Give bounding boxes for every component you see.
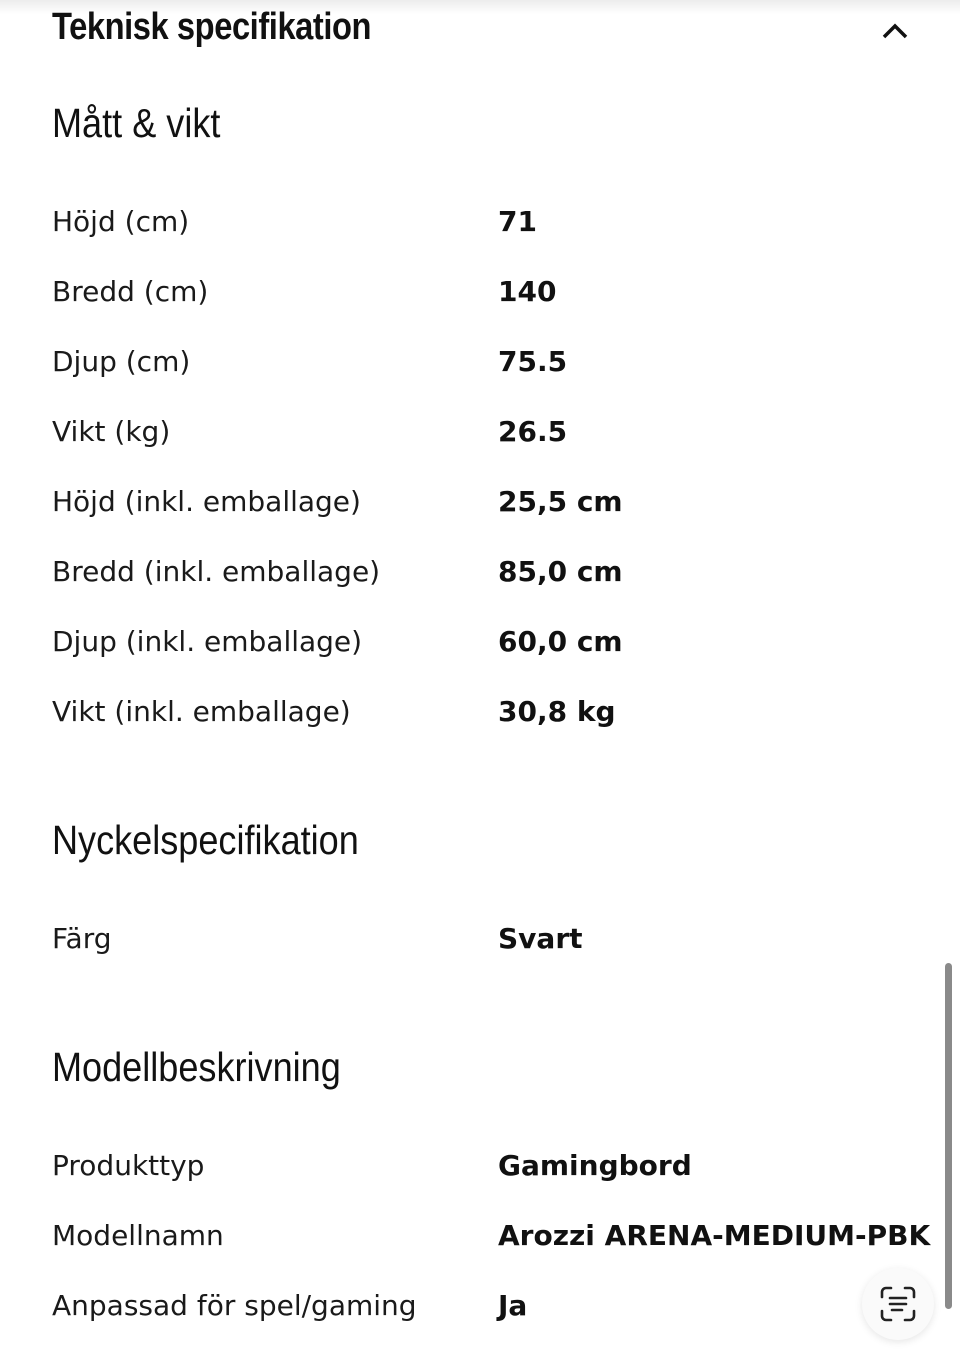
spec-label: Färg [52, 922, 112, 955]
spec-label: Vikt (inkl. emballage) [52, 695, 351, 728]
spec-label: Djup (cm) [52, 345, 191, 378]
spec-row [0, 692, 960, 732]
spec-row [0, 1286, 960, 1326]
spec-value: Gamingbord [498, 1149, 692, 1182]
spec-row [0, 482, 960, 522]
spec-label: Anpassad för spel/gaming [52, 1289, 417, 1322]
spec-label: Djup (inkl. emballage) [52, 625, 363, 658]
scrollbar[interactable] [945, 963, 952, 1309]
chevron-up-icon[interactable] [878, 18, 912, 44]
spec-row [0, 342, 960, 382]
page-title: Teknisk specifikation [52, 6, 372, 48]
spec-label: Vikt (kg) [52, 415, 171, 448]
spec-label: Produkttyp [52, 1149, 205, 1182]
spec-value: 71 [498, 205, 537, 238]
section-title-model: Modellbeskrivning [52, 1044, 341, 1090]
spec-label: Modellnamn [52, 1219, 224, 1252]
spec-value: Svart [498, 922, 583, 955]
section-title-key-spec: Nyckelspecifikation [52, 817, 359, 863]
spec-row [0, 552, 960, 592]
spec-value: 30,8 kg [498, 695, 616, 728]
spec-row [0, 622, 960, 662]
spec-label: Höjd (cm) [52, 205, 190, 238]
spec-value: 85,0 cm [498, 555, 623, 588]
section-title-dimensions: Mått & vikt [52, 100, 221, 146]
spec-row [0, 412, 960, 452]
spec-value: 25,5 cm [498, 485, 623, 518]
spec-value: 26.5 [498, 415, 568, 448]
spec-value: 60,0 cm [498, 625, 623, 658]
spec-value: 75.5 [498, 345, 568, 378]
spec-label: Höjd (inkl. emballage) [52, 485, 361, 518]
spec-label: Bredd (inkl. emballage) [52, 555, 381, 588]
spec-row [0, 1146, 960, 1186]
text-scan-icon [878, 1284, 918, 1324]
spec-value: Ja [498, 1289, 528, 1322]
spec-value: Arozzi ARENA-MEDIUM-PBK [498, 1219, 931, 1252]
spec-row [0, 1216, 960, 1256]
spec-value: 140 [498, 275, 557, 308]
text-scan-button[interactable] [862, 1268, 934, 1340]
spec-row [0, 919, 960, 959]
spec-label: Bredd (cm) [52, 275, 209, 308]
spec-row [0, 202, 960, 242]
spec-row [0, 272, 960, 312]
